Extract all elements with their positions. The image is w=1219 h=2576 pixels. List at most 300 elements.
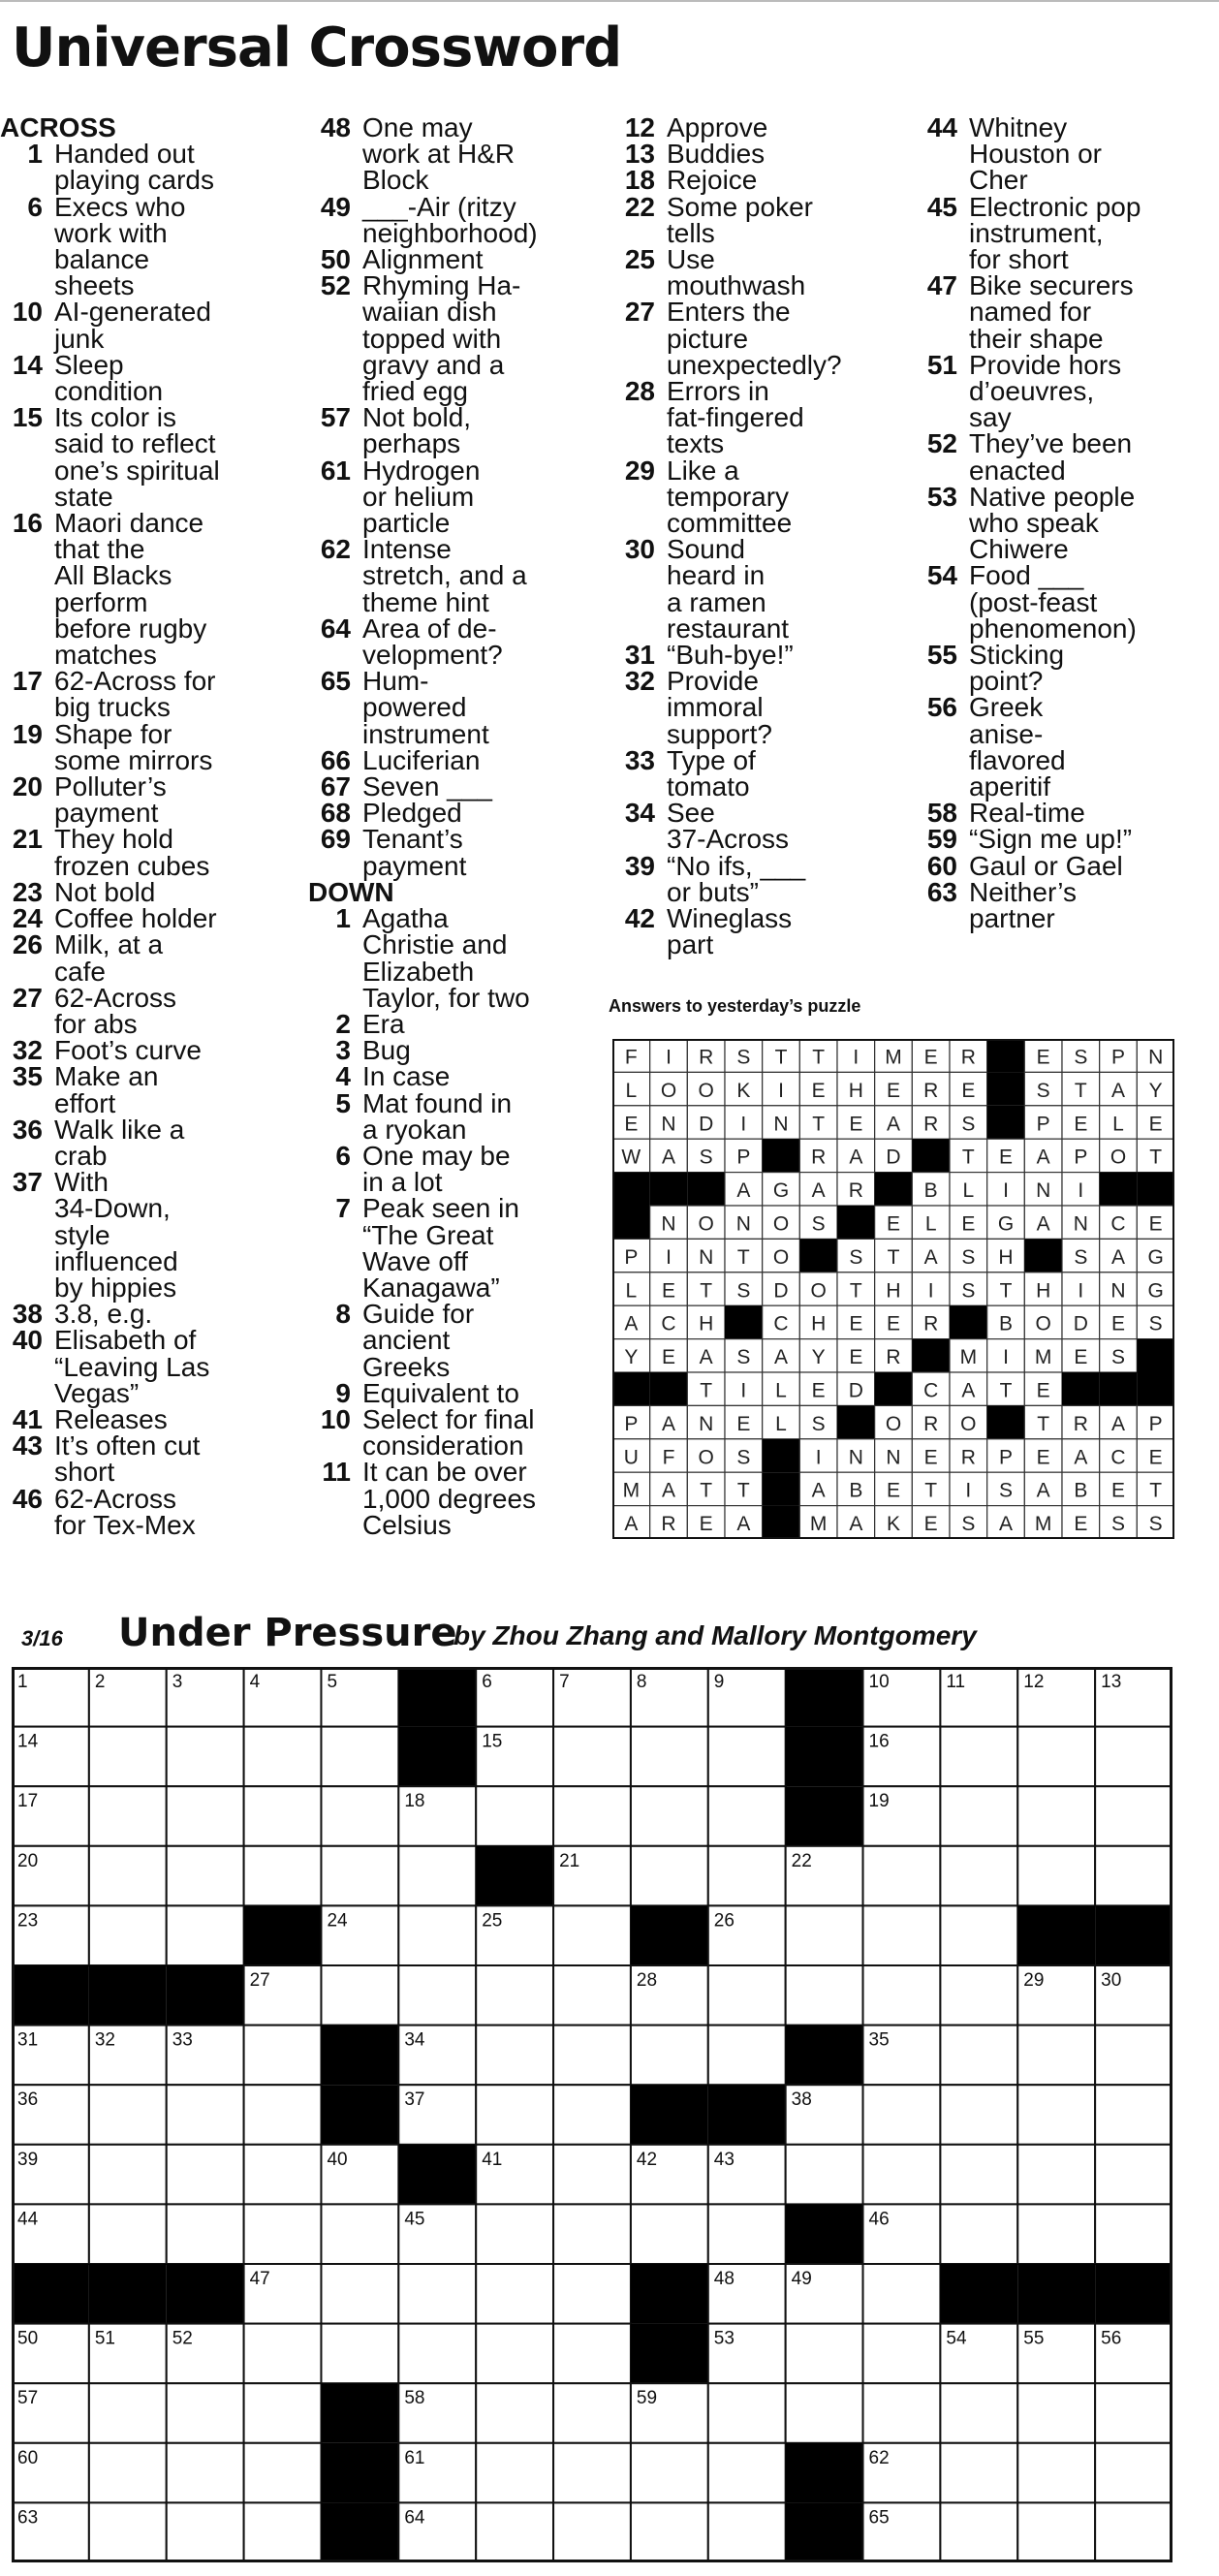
answer-letter: E — [923, 1513, 938, 1536]
grid-cell[interactable] — [476, 2085, 553, 2145]
clue-item — [915, 876, 1215, 934]
answer-letter: H — [848, 1079, 863, 1102]
clue-text: ___-Air (ritzy neighborhood) — [362, 191, 538, 248]
grid-cell[interactable] — [940, 1965, 1017, 2026]
answer-letter: G — [997, 1212, 1015, 1236]
clue-text: Neither’s partner — [969, 876, 1078, 934]
grid-cell[interactable] — [244, 2324, 322, 2384]
clue-item — [0, 139, 300, 196]
answer-letter: I — [815, 1446, 822, 1469]
answer-block — [763, 1472, 800, 1505]
grid-cell[interactable] — [321, 1846, 398, 1906]
grid-cell[interactable] — [1095, 2204, 1172, 2264]
grid-number: 42 — [636, 2149, 658, 2170]
grid-cell[interactable] — [398, 1905, 476, 1965]
grid-cell[interactable] — [1017, 2502, 1095, 2562]
grid-cell[interactable] — [786, 2383, 863, 2443]
grid-cell[interactable] — [553, 2264, 631, 2324]
grid-block — [786, 2502, 863, 2562]
clue-item — [0, 771, 300, 829]
answer-block — [763, 1439, 800, 1472]
answer-letter: N — [1073, 1212, 1088, 1236]
grid-cell[interactable] — [476, 2204, 553, 2264]
grid-cell[interactable] — [167, 2383, 244, 2443]
grid-cell[interactable] — [476, 2383, 553, 2443]
grid-cell[interactable] — [631, 1786, 708, 1846]
grid-cell[interactable] — [553, 1786, 631, 1846]
grid-cell[interactable] — [167, 1905, 244, 1965]
clue-text: AI-generated junk — [54, 297, 211, 354]
clue-text: Hydrogen or helium particle — [362, 455, 481, 539]
grid-cell[interactable] — [89, 1786, 167, 1846]
grid-cell[interactable] — [244, 2383, 322, 2443]
grid-cell[interactable] — [940, 1786, 1017, 1846]
clue-text: Luciferian — [362, 744, 481, 775]
answer-letter: N — [1110, 1279, 1126, 1303]
grid-cell[interactable] — [1017, 1786, 1095, 1846]
clue-text: Peak seen in “The Great Wave off Kanagawa” — [362, 1193, 519, 1303]
grid-cell[interactable] — [708, 1786, 786, 1846]
grid-cell[interactable] — [244, 1786, 322, 1846]
answer-letter: L — [1112, 1113, 1124, 1136]
answer-letter: O — [1110, 1146, 1127, 1169]
answer-letter: I — [1078, 1179, 1084, 1203]
grid-cell[interactable] — [863, 2324, 941, 2384]
answer-letter: I — [853, 1046, 860, 1069]
clue-column-4 — [915, 112, 1215, 934]
grid-cell[interactable] — [1017, 2383, 1095, 2443]
clue-item — [308, 798, 599, 829]
grid-cell[interactable] — [167, 2502, 244, 2562]
grid-cell[interactable] — [398, 2324, 476, 2384]
answer-letter: N — [848, 1446, 863, 1469]
grid-cell[interactable] — [89, 2502, 167, 2562]
clue-text: One may work at H&R Block — [362, 112, 516, 196]
grid-block — [1095, 1905, 1172, 1965]
clue-item — [915, 824, 1215, 855]
answer-letter: R — [923, 1412, 939, 1435]
answer-letter: A — [624, 1312, 639, 1335]
clue-text: Handed out playing cards — [54, 139, 214, 196]
grid-cell[interactable] — [940, 2085, 1017, 2145]
grid-block — [321, 2383, 398, 2443]
clue-item — [308, 1459, 599, 1538]
answer-letter: S — [1110, 1346, 1126, 1369]
grid-cell[interactable] — [940, 1846, 1017, 1906]
clue-number: 22 — [624, 191, 655, 222]
clue-text: See 37-Across — [667, 798, 790, 855]
answer-letter: E — [849, 1312, 863, 1335]
clue-number: 45 — [926, 191, 957, 222]
clue-item — [0, 1483, 300, 1540]
clue-item — [0, 824, 300, 881]
grid-cell[interactable] — [863, 2383, 941, 2443]
answer-letter: E — [886, 1212, 901, 1236]
grid-cell[interactable] — [244, 2204, 322, 2264]
grid-cell[interactable] — [167, 2085, 244, 2145]
grid-cell[interactable] — [167, 1786, 244, 1846]
grid-cell[interactable] — [631, 2443, 708, 2503]
grid-cell[interactable] — [321, 2204, 398, 2264]
grid-number: 51 — [94, 2328, 116, 2349]
answer-grid — [612, 1039, 1174, 1539]
grid-cell[interactable] — [786, 1965, 863, 2026]
grid-cell[interactable] — [786, 1905, 863, 1965]
grid-cell[interactable] — [244, 1727, 322, 1787]
clue-item — [308, 1301, 599, 1380]
grid-cell[interactable] — [244, 2502, 322, 2562]
clue-item — [612, 139, 903, 170]
grid-cell[interactable] — [321, 1727, 398, 1787]
clue-number: 48 — [320, 112, 351, 142]
clue-number: 6 — [27, 191, 43, 222]
answer-letter: D — [848, 1379, 863, 1402]
grid-cell[interactable] — [244, 2443, 322, 2503]
clue-text: Alignment — [362, 244, 484, 275]
clue-number: 17 — [12, 666, 43, 697]
clue-text: Some poker tells — [667, 191, 813, 248]
grid-number: 57 — [17, 2388, 39, 2409]
grid-number: 27 — [249, 1970, 270, 1991]
grid-number: 4 — [249, 1672, 261, 1692]
clue-number: 3 — [335, 1035, 351, 1066]
grid-cell[interactable] — [553, 2443, 631, 2503]
clue-number: 6 — [335, 1140, 351, 1171]
grid-number: 8 — [636, 1672, 647, 1692]
grid-cell[interactable] — [244, 2026, 322, 2086]
answer-letter: U — [623, 1446, 639, 1469]
grid-cell[interactable] — [1017, 1727, 1095, 1787]
grid-cell[interactable] — [863, 1965, 941, 2026]
answer-letter: L — [924, 1212, 937, 1236]
grid-cell[interactable] — [553, 2085, 631, 2145]
grid-cell[interactable] — [167, 2443, 244, 2503]
grid-cell[interactable] — [863, 2085, 941, 2145]
grid-cell[interactable] — [89, 2383, 167, 2443]
grid-cell[interactable] — [398, 1965, 476, 2026]
grid-cell[interactable] — [708, 1727, 786, 1787]
answer-letter: G — [1147, 1245, 1164, 1269]
answer-block — [763, 1506, 800, 1539]
clue-text: Walk like a crab — [54, 1114, 185, 1171]
clue-text: Approve — [667, 112, 768, 142]
answer-letter: O — [698, 1446, 714, 1469]
clue-item — [308, 536, 599, 615]
answer-letter: A — [1110, 1245, 1126, 1269]
clue-item — [612, 114, 903, 141]
grid-cell[interactable] — [553, 1965, 631, 2026]
grid-cell[interactable] — [940, 2026, 1017, 2086]
answer-letter: E — [811, 1379, 826, 1402]
grid-cell[interactable] — [167, 2204, 244, 2264]
answer-letter: T — [736, 1245, 750, 1269]
grid-cell[interactable] — [1017, 2026, 1095, 2086]
grid-cell[interactable] — [89, 1905, 167, 1965]
grid-cell[interactable] — [1095, 2026, 1172, 2086]
clue-item — [0, 666, 300, 723]
grid-number: 48 — [713, 2269, 735, 2289]
grid-number: 9 — [713, 1672, 725, 1692]
answer-letter: I — [1003, 1179, 1009, 1203]
answer-letter: S — [736, 1346, 751, 1369]
grid-cell[interactable] — [321, 1965, 398, 2026]
answer-letter: P — [624, 1245, 639, 1269]
clue-item — [0, 929, 300, 987]
answer-letter: E — [1110, 1479, 1126, 1502]
page-title: Universal Crossword — [12, 16, 622, 79]
grid-cell[interactable] — [321, 1786, 398, 1846]
puzzle-grid[interactable] — [12, 1667, 1172, 2562]
grid-cell[interactable] — [786, 2145, 863, 2205]
grid-block — [321, 2085, 398, 2145]
grid-cell[interactable] — [940, 2383, 1017, 2443]
grid-cell[interactable] — [1017, 2443, 1095, 2503]
answer-letter: D — [773, 1279, 789, 1303]
grid-cell[interactable] — [1095, 2085, 1172, 2145]
clue-item — [308, 270, 599, 407]
grid-cell[interactable] — [708, 2443, 786, 2503]
answer-letter: A — [849, 1146, 863, 1169]
grid-cell[interactable] — [321, 2264, 398, 2324]
grid-cell[interactable] — [863, 1846, 941, 1906]
answer-letter: E — [624, 1113, 639, 1136]
grid-number: 29 — [1023, 1970, 1045, 1991]
grid-number: 22 — [791, 1850, 812, 1871]
across-heading: ACROSS — [0, 112, 116, 142]
grid-block — [476, 1846, 553, 1906]
grid-cell[interactable] — [708, 2204, 786, 2264]
grid-cell[interactable] — [708, 1965, 786, 2026]
grid-cell[interactable] — [476, 2264, 553, 2324]
answer-letter: E — [849, 1113, 863, 1136]
grid-cell[interactable] — [708, 1846, 786, 1906]
grid-number: 34 — [404, 2029, 425, 2051]
grid-cell[interactable] — [1017, 2085, 1095, 2145]
grid-cell[interactable] — [89, 1846, 167, 1906]
grid-cell[interactable] — [398, 1846, 476, 1906]
grid-cell[interactable] — [244, 2145, 322, 2205]
grid-number: 40 — [327, 2149, 348, 2170]
grid-cell[interactable] — [553, 2383, 631, 2443]
grid-cell[interactable] — [1095, 2443, 1172, 2503]
grid-number: 19 — [868, 1791, 890, 1812]
answer-letter: B — [923, 1179, 938, 1203]
grid-cell[interactable] — [476, 1965, 553, 2026]
grid-cell[interactable] — [1017, 2204, 1095, 2264]
grid-number: 63 — [17, 2507, 39, 2529]
answer-letter: B — [1074, 1479, 1088, 1502]
answer-letter: K — [736, 1079, 751, 1102]
grid-cell[interactable] — [1095, 2145, 1172, 2205]
clue-number: 37 — [12, 1167, 43, 1198]
answer-letter: A — [886, 1113, 901, 1136]
clue-item — [308, 613, 599, 671]
grid-cell[interactable] — [553, 1905, 631, 1965]
grid-cell[interactable] — [631, 1727, 708, 1787]
answer-letter: A — [661, 1146, 676, 1169]
grid-cell[interactable] — [940, 2145, 1017, 2205]
grid-cell[interactable] — [1095, 2502, 1172, 2562]
grid-cell[interactable] — [398, 2264, 476, 2324]
answer-letter: W — [621, 1146, 641, 1169]
answer-block — [987, 1106, 1025, 1139]
grid-number: 16 — [868, 1731, 890, 1752]
answer-letter: E — [1110, 1312, 1126, 1335]
clue-item — [0, 1327, 300, 1406]
clue-item — [612, 457, 903, 537]
clue-number: 21 — [12, 824, 43, 855]
grid-number: 14 — [17, 1731, 39, 1752]
answer-block — [912, 1339, 950, 1372]
clue-item — [915, 694, 1215, 800]
clue-number: 47 — [926, 270, 957, 301]
grid-cell[interactable] — [1017, 1846, 1095, 1906]
grid-cell[interactable] — [89, 2204, 167, 2264]
grid-cell[interactable] — [631, 2502, 708, 2562]
answer-block — [987, 1039, 1025, 1072]
answer-letter: P — [1110, 1046, 1126, 1069]
answer-letter: S — [811, 1412, 826, 1435]
clue-text: Equivalent to — [362, 1377, 519, 1408]
grid-number: 23 — [17, 1910, 39, 1932]
grid-block — [631, 2085, 708, 2145]
grid-cell[interactable] — [1017, 2145, 1095, 2205]
grid-block — [321, 2502, 398, 2562]
grid-cell[interactable] — [167, 1846, 244, 1906]
grid-cell[interactable] — [553, 2026, 631, 2086]
grid-cell[interactable] — [476, 2502, 553, 2562]
grid-cell[interactable] — [244, 2085, 322, 2145]
clue-item — [915, 114, 1215, 194]
clue-text: Intense stretch, and a theme hint — [362, 534, 527, 617]
clue-text: Real-time — [969, 798, 1085, 829]
answer-letter: S — [1148, 1312, 1163, 1335]
grid-cell[interactable] — [863, 2264, 941, 2324]
grid-cell[interactable] — [1095, 1846, 1172, 1906]
answer-block — [612, 1206, 650, 1239]
grid-cell[interactable] — [167, 2145, 244, 2205]
clue-number: 26 — [12, 929, 43, 960]
answer-letter: A — [923, 1245, 938, 1269]
grid-number: 24 — [327, 1910, 348, 1932]
grid-cell[interactable] — [708, 2383, 786, 2443]
grid-cell[interactable] — [786, 2324, 863, 2384]
clue-item — [915, 640, 1215, 697]
answer-letter: S — [1036, 1079, 1050, 1102]
answer-letter: E — [1074, 1346, 1088, 1369]
grid-cell[interactable] — [631, 2204, 708, 2264]
grid-block — [89, 2264, 167, 2324]
answer-letter: P — [736, 1146, 751, 1169]
answer-block — [1137, 1372, 1174, 1405]
grid-cell[interactable] — [476, 2443, 553, 2503]
grid-cell[interactable] — [476, 1786, 553, 1846]
grid-block — [1017, 1905, 1095, 1965]
clue-number: 20 — [12, 771, 43, 802]
grid-cell[interactable] — [940, 1727, 1017, 1787]
grid-cell[interactable] — [940, 1905, 1017, 1965]
grid-cell[interactable] — [89, 1727, 167, 1787]
clue-number: 51 — [926, 349, 957, 380]
grid-block — [631, 2264, 708, 2324]
clue-text: Maori dance that the All Blacks perform before rugby matches — [54, 508, 207, 671]
clue-text: Rejoice — [667, 165, 758, 196]
grid-cell[interactable] — [553, 2502, 631, 2562]
grid-cell[interactable] — [708, 2502, 786, 2562]
grid-cell[interactable] — [940, 2443, 1017, 2503]
clue-number: 27 — [12, 982, 43, 1013]
clue-number: 60 — [926, 850, 957, 881]
grid-cell[interactable] — [553, 1727, 631, 1787]
clue-number: 41 — [12, 1403, 43, 1434]
grid-cell[interactable] — [631, 2026, 708, 2086]
grid-number: 54 — [946, 2328, 967, 2349]
answer-letter: E — [886, 1079, 901, 1102]
answer-letter: L — [625, 1279, 638, 1303]
grid-block — [89, 1965, 167, 2026]
grid-block — [786, 2443, 863, 2503]
grid-cell[interactable] — [321, 2324, 398, 2384]
clue-item — [308, 1035, 599, 1066]
grid-cell[interactable] — [167, 1727, 244, 1787]
answer-block — [1024, 1239, 1062, 1272]
grid-cell[interactable] — [89, 2085, 167, 2145]
grid-cell[interactable] — [1095, 2383, 1172, 2443]
clue-item — [308, 773, 599, 800]
grid-number: 58 — [404, 2388, 425, 2409]
answer-letter: R — [923, 1312, 939, 1335]
answer-letter: P — [1036, 1113, 1050, 1136]
clue-item — [0, 903, 300, 934]
clue-number: 16 — [12, 508, 43, 539]
answer-letter: A — [736, 1513, 751, 1536]
clue-number: 49 — [320, 191, 351, 222]
answer-letter: T — [924, 1479, 938, 1502]
answer-letter: P — [1148, 1412, 1163, 1435]
grid-cell[interactable] — [476, 2026, 553, 2086]
grid-cell[interactable] — [553, 2145, 631, 2205]
clue-text: Select for final consideration — [362, 1403, 535, 1461]
grid-cell[interactable] — [940, 2204, 1017, 2264]
grid-cell[interactable] — [476, 2324, 553, 2384]
answer-letter: F — [624, 1046, 638, 1069]
grid-cell[interactable] — [1095, 1786, 1172, 1846]
clue-column-1 — [0, 114, 300, 1538]
grid-cell[interactable] — [553, 2324, 631, 2384]
clue-item — [612, 298, 903, 378]
grid-cell[interactable] — [1095, 1727, 1172, 1787]
grid-cell[interactable] — [244, 1846, 322, 1906]
grid-cell[interactable] — [940, 2502, 1017, 2562]
grid-cell[interactable] — [708, 2026, 786, 2086]
answer-letter: E — [1074, 1513, 1088, 1536]
clue-item — [0, 1116, 300, 1169]
clue-text: 3.8, e.g. — [54, 1299, 153, 1330]
clue-text: Food ___ (post-feast phenomenon) — [969, 560, 1137, 644]
grid-number: 2 — [94, 1672, 106, 1692]
grid-cell[interactable] — [863, 1905, 941, 1965]
grid-cell[interactable] — [89, 2145, 167, 2205]
grid-cell[interactable] — [631, 1846, 708, 1906]
grid-number: 37 — [404, 2089, 425, 2111]
grid-cell[interactable] — [553, 2204, 631, 2264]
clue-number: 32 — [624, 666, 655, 697]
answer-letter: C — [1110, 1446, 1126, 1469]
grid-cell[interactable] — [89, 2443, 167, 2503]
grid-cell[interactable] — [863, 2145, 941, 2205]
answer-letter: E — [1036, 1379, 1050, 1402]
grid-block — [708, 2085, 786, 2145]
